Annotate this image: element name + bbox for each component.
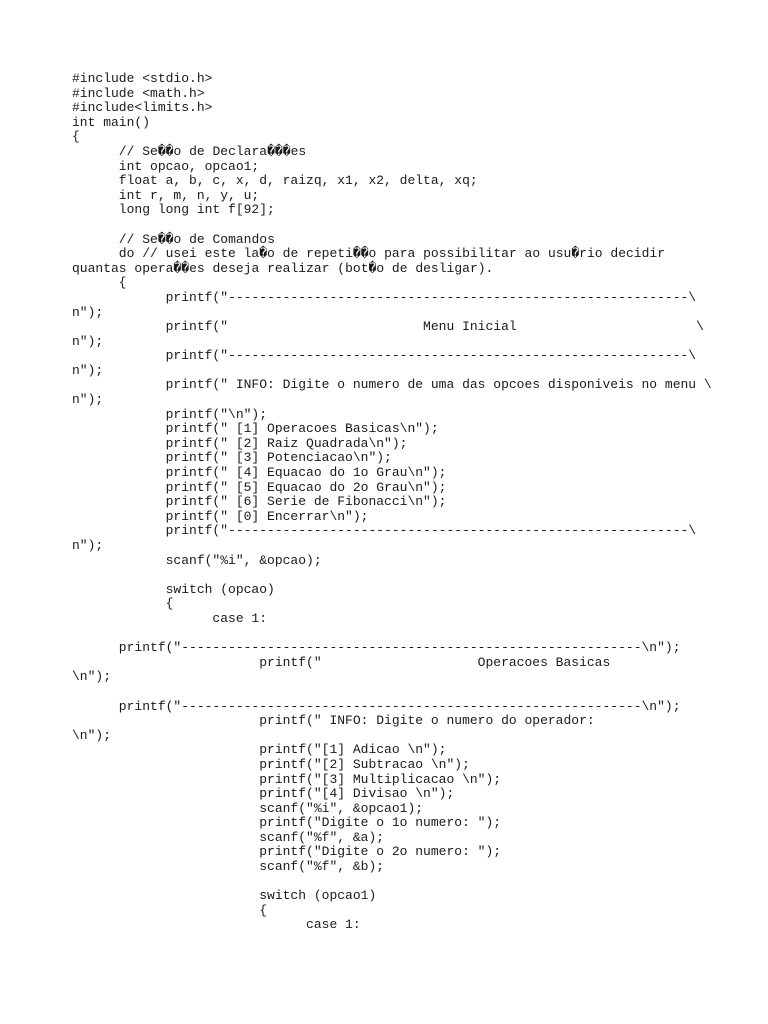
code-line: printf(" [1] Operacoes Basicas\n"); (72, 421, 439, 437)
code-line: int r, m, n, y, u; (72, 187, 260, 203)
code-line: printf(" [0] Encerrar\n"); (72, 508, 369, 524)
code-line: printf(" Operacoes Basicas (72, 654, 611, 670)
code-line: printf(" Menu Inicial \ (72, 319, 704, 335)
code-line: do // usei este la�o de repeti��o para possibilitar ao usu�rio decidir (72, 246, 665, 262)
code-line (72, 685, 712, 700)
code-line: case 1: (72, 917, 361, 933)
code-line: scanf("%i", &opcao); (72, 552, 322, 568)
code-line: printf("-----------------------------------------------------------\n"); (72, 640, 681, 656)
code-line: { (72, 275, 127, 291)
code-line: n"); (72, 304, 104, 320)
code-line: printf(" [6] Serie de Fibonacci\n"); (72, 494, 447, 510)
code-line: printf("[3] Multiplicacao \n"); (72, 771, 502, 787)
code-line: // Se��o de Comandos (72, 231, 275, 247)
code-line: \n"); (72, 669, 112, 685)
code-line: { (72, 902, 268, 918)
code-line: { (72, 129, 80, 145)
code-line (72, 875, 712, 890)
code-line: printf("-----------------------------------------------------------\ (72, 348, 697, 364)
code-line: printf(" [5] Equacao do 2o Grau\n"); (72, 479, 447, 495)
code-line: printf("Digite o 1o numero: "); (72, 815, 502, 831)
code-line: n"); (72, 392, 104, 408)
source-code-block (72, 72, 712, 933)
code-line: printf(" [2] Raiz Quadrada\n"); (72, 435, 408, 451)
code-line: printf("-----------------------------------------------------------\ (72, 289, 697, 305)
code-line: #include <math.h> (72, 85, 205, 101)
code-line: scanf("%f", &b); (72, 859, 385, 875)
code-line (72, 218, 712, 233)
code-line: switch (opcao1) (72, 888, 377, 904)
code-line: n"); (72, 538, 104, 553)
code-line (72, 568, 712, 583)
code-line: n"); (72, 362, 104, 378)
code-line: printf(" [3] Potenciacao\n"); (72, 450, 392, 466)
code-line: int main() (72, 114, 151, 130)
code-line: { (72, 596, 174, 612)
code-line: switch (opcao) (72, 581, 275, 597)
code-line: printf("-----------------------------------------------------------\ (72, 523, 697, 539)
code-line: printf("Digite o 2o numero: "); (72, 844, 502, 860)
code-line: printf("[2] Subtracao \n"); (72, 756, 470, 772)
code-line: \n"); (72, 727, 112, 743)
code-line: printf("\n"); (72, 406, 268, 422)
code-line: long long int f[92]; (72, 202, 275, 218)
code-line (72, 627, 712, 642)
code-line: n"); (72, 333, 104, 349)
code-line: printf("[1] Adicao \n"); (72, 742, 447, 758)
code-line: scanf("%f", &a); (72, 829, 385, 845)
code-line: printf("[4] Divisao \n"); (72, 786, 455, 802)
code-line: printf("-----------------------------------------------------------\n"); (72, 698, 681, 714)
code-line: printf(" INFO: Digite o numero do operador: (72, 713, 595, 729)
code-line: // Se��o de Declara���es (72, 143, 307, 159)
code-line: quantas opera��es deseja realizar (bot�o de desligar). (72, 260, 494, 276)
code-line: case 1: (72, 610, 268, 626)
code-line: #include <stdio.h> (72, 71, 213, 86)
code-line: printf(" [4] Equacao do 1o Grau\n"); (72, 465, 447, 481)
code-line: int opcao, opcao1; (72, 158, 260, 174)
code-line: float a, b, c, x, d, raizq, x1, x2, delta, xq; (72, 173, 478, 189)
code-line: printf(" INFO: Digite o numero de uma das opcoes disponiveis no menu \ (72, 377, 712, 393)
code-line: scanf("%i", &opcao1); (72, 800, 424, 816)
code-line: #include<limits.h> (72, 100, 213, 116)
